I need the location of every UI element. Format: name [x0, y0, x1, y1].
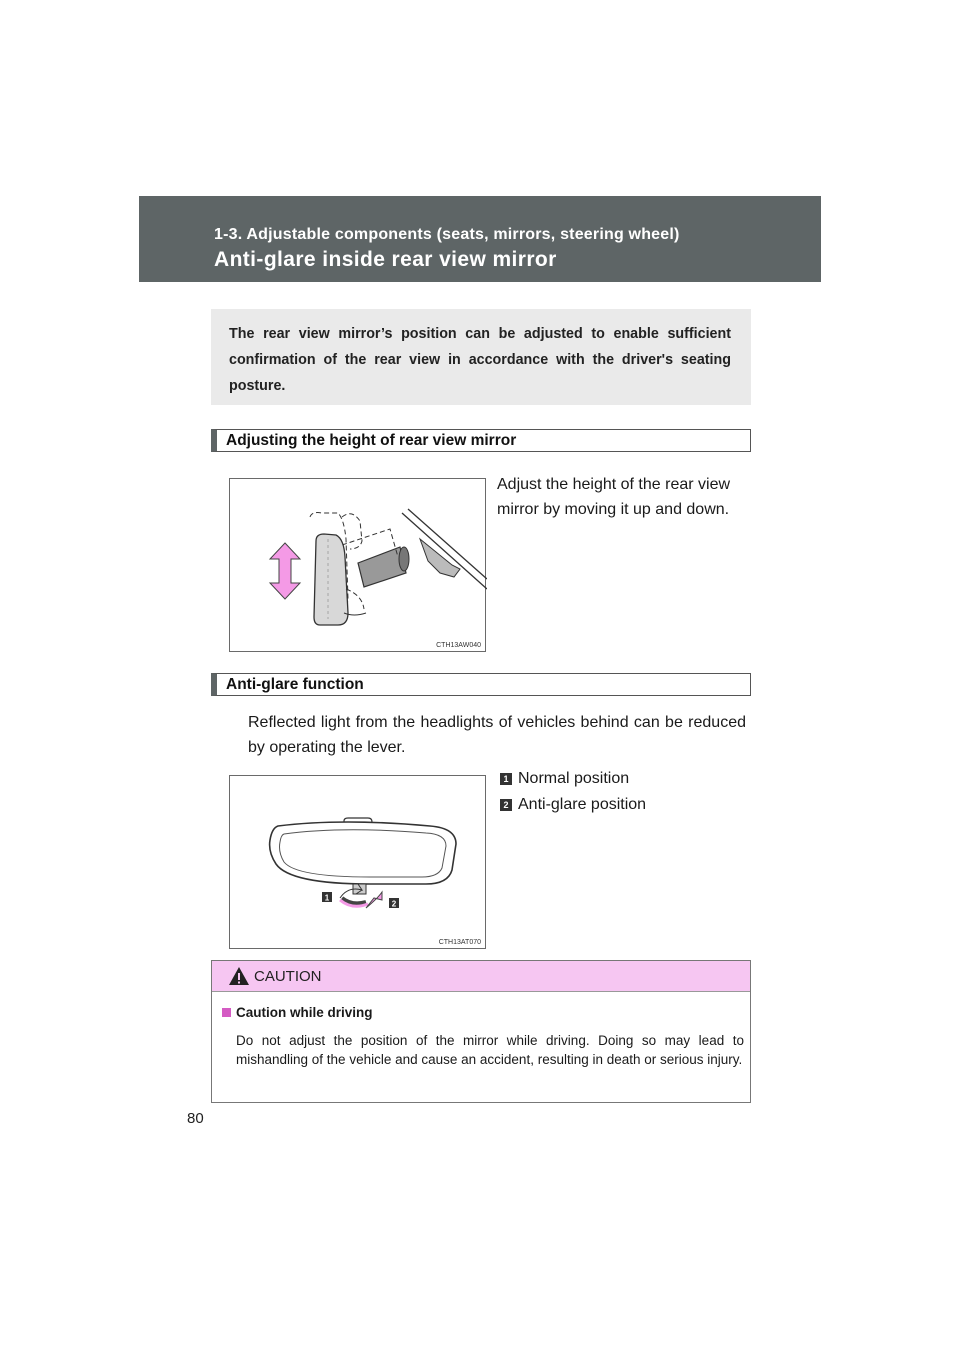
- number-badge: 2: [500, 799, 512, 811]
- legend-item-antiglare: [500, 796, 646, 814]
- number-badge: 1: [500, 773, 512, 785]
- figure-code: CTH13AW040: [436, 642, 481, 649]
- svg-text:1: 1: [324, 893, 330, 903]
- antiglare-description: Reflected light from the headlights of vehicles behind can be reduced by operating the lever.: [248, 714, 746, 756]
- page-title: Anti-glare inside rear view mirror: [214, 248, 557, 271]
- warning-icon: [228, 966, 250, 986]
- height-heading-text: Adjusting the height of rear view mirror: [226, 432, 517, 449]
- figure-code: CTH13AT070: [438, 939, 481, 946]
- antiglare-subheading: [211, 673, 751, 696]
- legend-label: Normal position: [518, 770, 630, 787]
- intro-text: The rear view mirror’s position can be adjusted to enable sufficient confirmation of the rear view in accordance with the driver's seating posture.: [229, 326, 731, 394]
- antiglare-mirror-illustration: [230, 776, 487, 950]
- caution-title-text: Caution while driving: [236, 1005, 373, 1020]
- svg-text:2: 2: [391, 899, 397, 909]
- legend-item-normal: [500, 770, 629, 788]
- height-subheading: [211, 429, 751, 452]
- caution-box: [211, 960, 751, 1103]
- caution-label: CAUTION: [254, 968, 322, 985]
- antiglare-figure: [229, 775, 486, 949]
- caution-title: [222, 1005, 373, 1020]
- height-instruction: Adjust the height of the rear view mirror by moving it up and down.: [497, 476, 731, 518]
- page-number: 80: [187, 1110, 204, 1127]
- bullet-square-icon: [222, 1008, 231, 1017]
- caution-header: [212, 961, 750, 992]
- page-header: [139, 196, 821, 282]
- mirror-height-figure: [229, 478, 486, 652]
- antiglare-heading-text: Anti-glare function: [226, 676, 364, 693]
- section-title: 1-3. Adjustable components (seats, mirrors, steering wheel): [214, 226, 680, 243]
- mirror-height-illustration: [230, 479, 487, 653]
- caution-text: Do not adjust the position of the mirror while driving. Doing so may lead to mishandling of the vehicle and cause an accident, resulting in death or serious injury.: [236, 1033, 744, 1067]
- intro-box: [211, 309, 751, 405]
- legend-label: Anti-glare position: [518, 796, 647, 813]
